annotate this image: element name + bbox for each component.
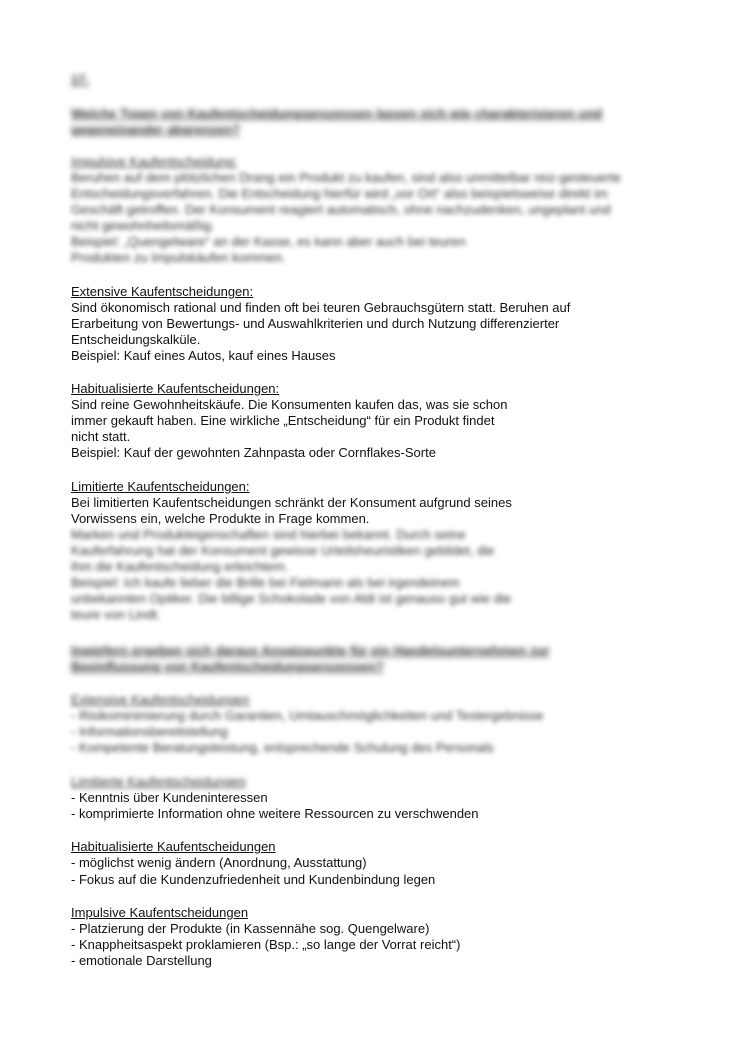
- extensive-line: Sind ökonomisch rational und finden oft bei teuren Gebrauchsgütern statt. Beruhen auf: [71, 300, 571, 315]
- answer-habitual-line: - möglichst wenig ändern (Anordnung, Ausstattung): [71, 855, 367, 870]
- limited-heading: Limitierte Kaufentscheidungen:: [71, 479, 250, 494]
- question-1-line-1: Welche Typen von Kaufentscheidungsprozessen lassen sich wie charakterisieren und: [71, 106, 603, 121]
- limited-blurred-line: Kauferfahrung hat der Konsument gewisse Urteilsheuristiken gebildet, die: [71, 543, 495, 558]
- impulsive-line: Beispiel: „Quengelware“ an der Kasse, es kann aber auch bei teuren: [71, 234, 466, 249]
- question-1-line-2: gegeneinander abgrenzen?: [71, 122, 241, 137]
- extensive-line: Entscheidungskalküle.: [71, 332, 201, 347]
- impulsive-line: Geschäft getroffen. Der Konsument reagiert automatisch, ohne nachzudenken, ungeplant und: [71, 202, 611, 217]
- answer-impulsive-heading: Impulsive Kaufentscheidungen: [71, 905, 249, 920]
- question-2-line-2: Beeinflussung von Kaufentscheidungsprozessen?: [71, 659, 384, 674]
- limited-line: Bei limitierten Kaufentscheidungen schränkt der Konsument aufgrund seines: [71, 495, 512, 510]
- answer-extensive-heading: Extensive Kaufentscheidungen: [71, 692, 250, 707]
- answer-limited-line: - Kenntnis über Kundeninteressen: [71, 790, 268, 805]
- impulsive-line: nicht gewohnheitsmäßig.: [71, 218, 215, 233]
- habitual-line: immer gekauft haben. Eine wirkliche „Entscheidung“ für ein Produkt findet: [71, 413, 495, 428]
- answer-habitual-line: - Fokus auf die Kundenzufriedenheit und Kundenbindung legen: [71, 872, 436, 887]
- answer-habitual-heading: Habitualisierte Kaufentscheidungen: [71, 839, 276, 854]
- impulsive-line: Entscheidungsverfahren. Die Entscheidung hierfür wird „vor Ort“ also beispielsweise direkt im: [71, 186, 608, 201]
- extensive-line: Beispiel: Kauf eines Autos, kauf eines Hauses: [71, 348, 336, 363]
- section-number: 17.: [71, 72, 90, 87]
- answer-impulsive-line: - Platzierung der Produkte (in Kassennähe sog. Quengelware): [71, 921, 430, 936]
- answer-limited-line: - komprimierte Information ohne weitere Ressourcen zu verschwenden: [71, 806, 479, 821]
- limited-blurred-line: teure von Lindt.: [71, 607, 161, 622]
- habitual-line: Beispiel: Kauf der gewohnten Zahnpasta oder Cornflakes-Sorte: [71, 445, 436, 460]
- limited-blurred-line: ihm die Kaufentscheidung erleichtern.: [71, 559, 289, 574]
- habitual-line: nicht statt.: [71, 429, 131, 444]
- habitual-line: Sind reine Gewohnheitskäufe. Die Konsumenten kaufen das, was sie schon: [71, 397, 508, 412]
- answer-extensive-line: - Kompetente Beratungsleistung, entsprechende Schulung des Personals: [71, 740, 494, 755]
- answer-extensive-line: - Informationsbereitstellung: [71, 724, 228, 739]
- answer-impulsive-line: - Knappheitsaspekt proklamieren (Bsp.: „so lange der Vorrat reicht“): [71, 937, 461, 952]
- limited-line: Vorwissens ein, welche Produkte in Frage kommen.: [71, 511, 370, 526]
- impulsive-line: Produkten zu Impulskäufen kommen.: [71, 250, 286, 265]
- impulsive-heading: Impulsive Kaufentscheidung:: [71, 154, 238, 169]
- extensive-line: Erarbeitung von Bewertungs- und Auswahlkriterien und durch Nutzung differenzierter: [71, 316, 560, 331]
- extensive-heading: Extensive Kaufentscheidungen:: [71, 284, 254, 299]
- habitual-heading: Habitualisierte Kaufentscheidungen:: [71, 381, 280, 396]
- answer-limited-heading: Limitierte Kaufentscheidungen: [71, 774, 246, 789]
- answer-extensive-line: - Risikominimierung durch Garantien, Umtauschmöglichkeiten und Testergebnisse: [71, 708, 544, 723]
- limited-blurred-line: Marken und Produkteigenschaften sind hierbei bekannt. Durch seine: [71, 527, 466, 542]
- limited-blurred-line: Beispiel: Ich kaufe lieber die Brille bei Fielmann als bei irgendeinem: [71, 575, 460, 590]
- answer-impulsive-line: - emotionale Darstellung: [71, 953, 212, 968]
- question-2-line-1: Inwiefern ergeben sich daraus Ansatzpunkte für ein Handelsunternehmen zur: [71, 643, 550, 658]
- limited-blurred-line: unbekannten Optiker. Die billige Schokolade von Aldi ist genauso gut wie die: [71, 591, 512, 606]
- impulsive-line: Beruhen auf dem plötzlichen Drang ein Produkt zu kaufen, sind also unmittelbar reiz-gesteuerte: [71, 170, 621, 185]
